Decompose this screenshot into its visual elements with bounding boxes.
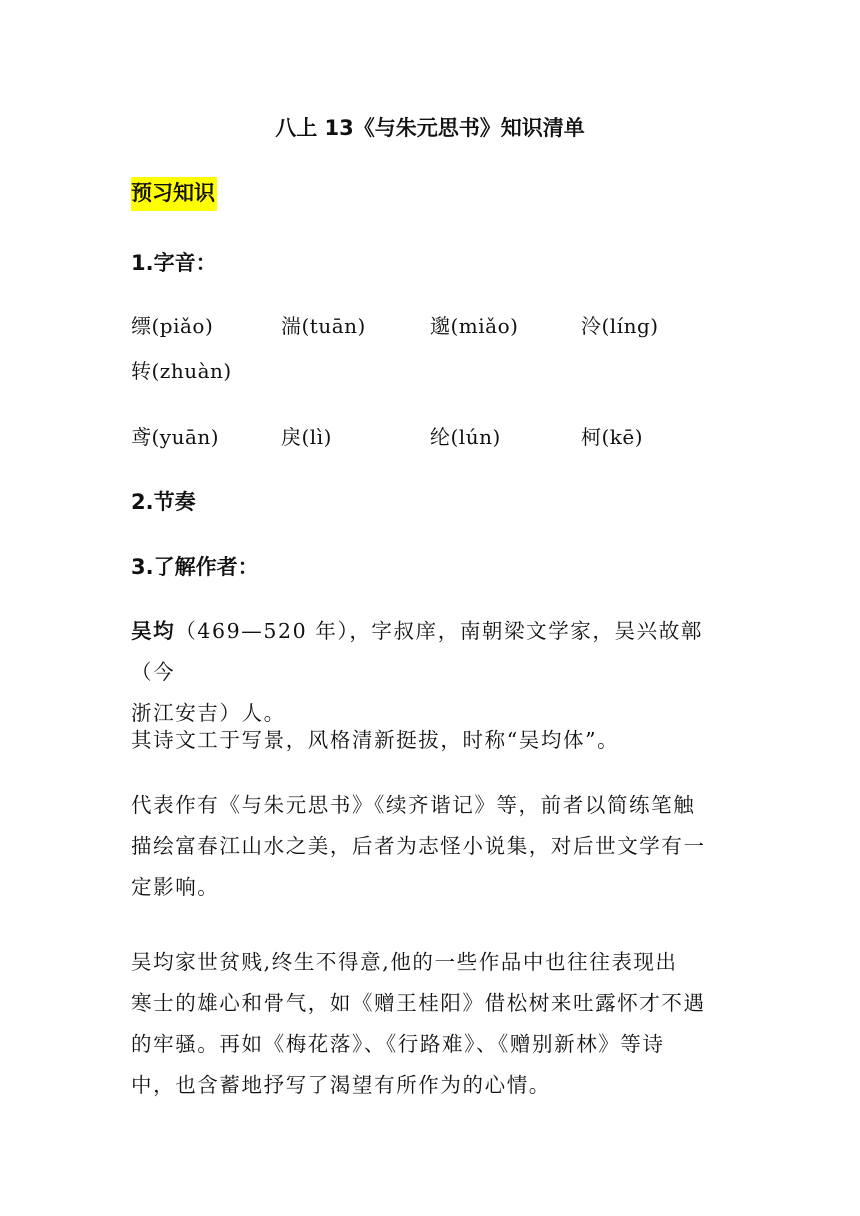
document-title: 八上 13《与朱元思书》知识清单 — [275, 116, 585, 140]
author-heading: 3.了解作者： — [131, 555, 259, 579]
works-line: 代表作有《与朱元思书》《续齐谐记》等，前者以简练笔触 — [131, 793, 696, 817]
pronunciation-entry: 柯(kē) — [581, 425, 644, 449]
life-line: 中，也含蓄地抒写了渴望有所作为的心情。 — [131, 1073, 551, 1097]
author-intro-line: 浙江安吉）人。 — [131, 701, 286, 725]
pronunciation-entry: 泠(líng) — [581, 314, 659, 338]
rhythm-heading: 2.节奏 — [131, 490, 196, 514]
pronunciation-entry: 湍(tuān) — [281, 314, 366, 338]
works-paragraph — [131, 785, 741, 908]
works-line: 描绘富春江山水之美，后者为志怪小说集，对后世文学有一 — [131, 834, 706, 858]
style-paragraph — [131, 720, 741, 761]
life-paragraph — [131, 942, 741, 1106]
life-line: 吴均家世贫贱,终生不得意,他的一些作品中也往往表现出 — [131, 950, 678, 974]
pronunciation-entry: 邈(miǎo) — [430, 314, 519, 338]
life-line: 的牢骚。再如《梅花落》、《行路难》、《赠别新林》等诗 — [131, 1032, 665, 1056]
style-line: 其诗文工于写景，风格清新挺拔，时称“吴均体”。 — [131, 728, 620, 752]
section-heading-preview — [131, 177, 217, 207]
author-name: 吴均 — [131, 619, 176, 643]
pronunciation-heading: 1.字音： — [131, 251, 217, 275]
author-intro-text: （469—520 年），字叔庠，南朝梁文学家，吴兴故鄣（今 — [131, 619, 703, 684]
life-line: 寒士的雄心和骨气，如《赠王桂阳》借松树来吐露怀才不遇 — [131, 991, 706, 1015]
works-line: 定影响。 — [131, 875, 220, 899]
author-intro-line — [131, 611, 741, 693]
author-intro-paragraph — [131, 611, 741, 734]
pronunciation-entry: 纶(lún) — [430, 425, 501, 449]
pronunciation-entry: 戾(lì) — [281, 425, 332, 449]
pronunciation-entry: 鸢(yuān) — [131, 425, 220, 449]
section-heading-text: 预习知识 — [131, 177, 217, 211]
pronunciation-entry: 转(zhuàn) — [131, 359, 232, 383]
pronunciation-entry: 缥(piǎo) — [131, 314, 214, 338]
